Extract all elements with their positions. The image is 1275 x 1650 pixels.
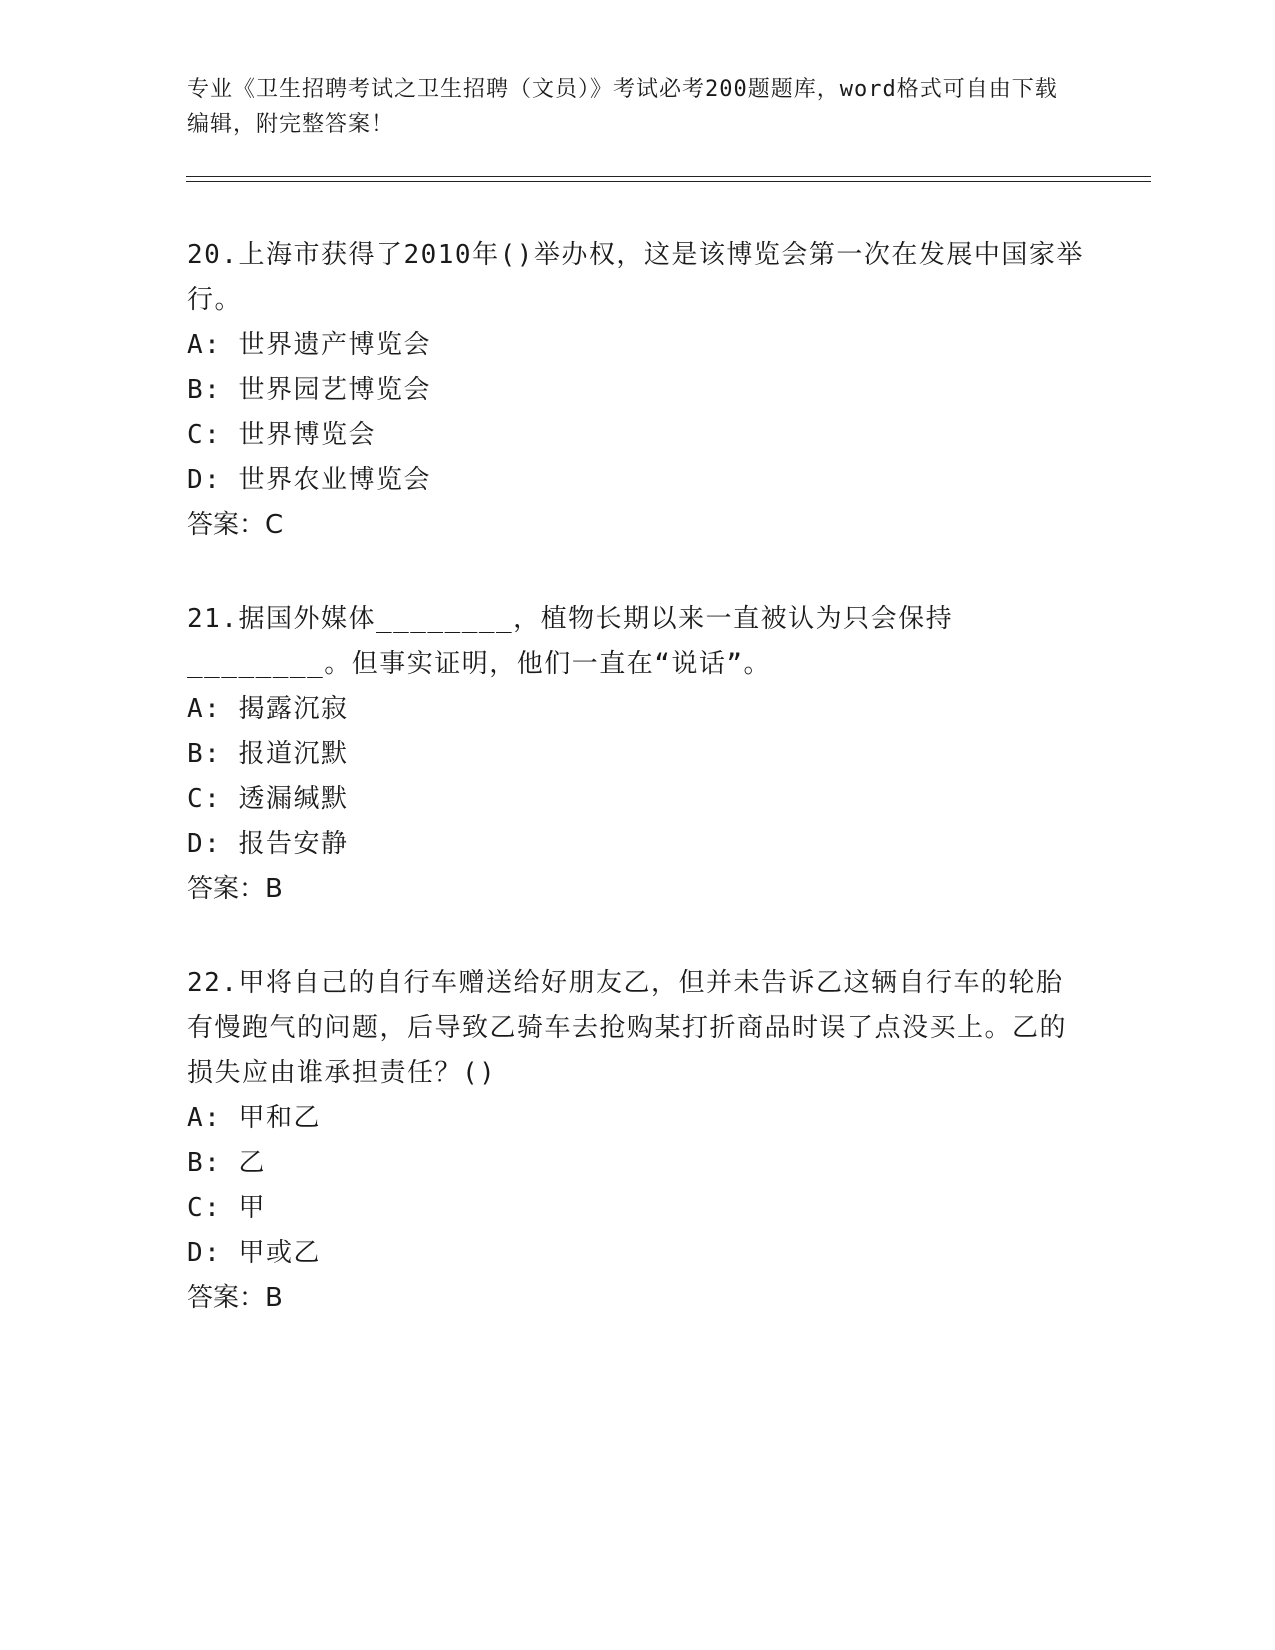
question-stem: 20.上海市获得了2010年()举办权，这是该博览会第一次在发展中国家举行。: [187, 240, 1084, 315]
question-stem: 21.据国外媒体________，植物长期以来一直被认为只会保持________。但事实证明，他们一直在“说话”。: [187, 604, 954, 679]
option-c: C: 透漏缄默: [187, 784, 349, 814]
option-a: A: 甲和乙: [187, 1103, 321, 1133]
option-c: C: 世界博览会: [187, 420, 376, 450]
option-a: A: 揭露沉寂: [187, 694, 349, 724]
option-b: B: 世界园艺博览会: [187, 375, 431, 405]
answer-line: 答案：C: [187, 510, 284, 540]
question-20: [187, 233, 1087, 548]
question-21: [187, 597, 1087, 912]
header-divider-top: [186, 176, 1151, 177]
header-divider-bottom: [186, 181, 1151, 182]
document-intro: 专业《卫生招聘考试之卫生招聘（文员）》考试必考200题题库，word格式可自由下载编辑，附完整答案！: [187, 77, 1058, 137]
answer-line: 答案：B: [187, 874, 283, 904]
question-22: [187, 961, 1087, 1321]
answer-line: 答案：B: [187, 1283, 283, 1313]
option-a: A: 世界遗产博览会: [187, 330, 431, 360]
option-c: C: 甲: [187, 1193, 266, 1223]
option-d: D: 甲或乙: [187, 1238, 321, 1268]
question-stem: 22.甲将自己的自行车赠送给好朋友乙，但并未告诉乙这辆自行车的轮胎有慢跑气的问题，后导致乙骑车去抢购某打折商品时误了点没买上。乙的损失应由谁承担责任？(): [187, 968, 1068, 1088]
option-b: B: 乙: [187, 1148, 266, 1178]
option-d: D: 世界农业博览会: [187, 465, 431, 495]
option-d: D: 报告安静: [187, 829, 349, 859]
option-b: B: 报道沉默: [187, 739, 349, 769]
